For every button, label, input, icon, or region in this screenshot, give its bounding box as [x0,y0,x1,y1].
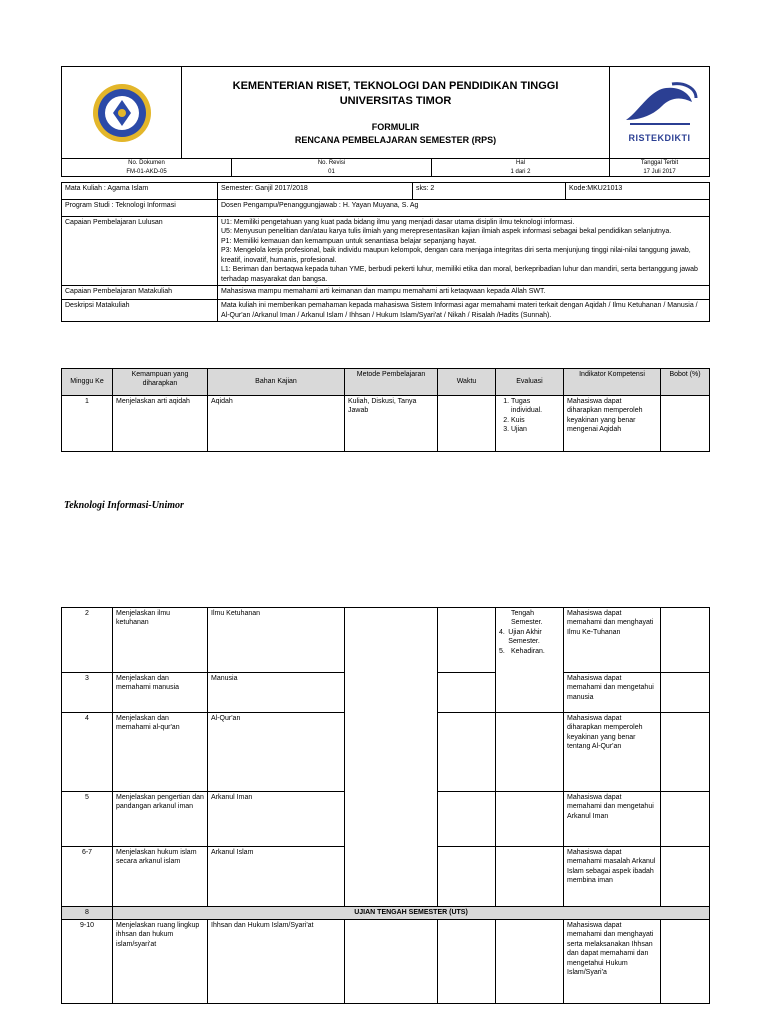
material-cell: Aqidah [208,396,345,452]
rev-cell [232,159,432,177]
week-cell: 9-10 [62,920,113,1004]
time-cell [438,847,496,907]
week-cell: 2 [62,608,113,673]
ability-cell: Menjelaskan hukum islam secara arkanul islam [113,847,208,907]
ability-cell: Menjelaskan arti aqidah [113,396,208,452]
cpl-item: P3: Mengelola kerja profesional, baik individu maupun kelompok, dengan cara menjaga integritas diri serta menjunjung tinggi nilai-nilai tanggung jawab, kreatif, inovatif, humanis, profesional. [221,247,691,264]
doc-no-value: FM-01-AKD-05 [126,168,167,175]
week-cell: 5 [62,792,113,847]
ability-cell: Menjelaskan ruang lingkup ihhsan dan hukum islam/syari'at [113,920,208,1004]
cpl-item: U5: Menyusun penelitian dan/atau karya tulis ilmiah yang merepresentasikan kajian ilmiah aspek informasi sebagai bekal pendidikan selanjutnya. [221,228,672,236]
eval-num: 5. [499,647,505,655]
material-cell: Arkanul Iman [208,792,345,847]
lecturer-cell: Dosen Pengampu/Penanggungjawab : H. Yayan Muyana, S. Ag [218,200,710,217]
cpl-label: Capaian Pembelajaran Lulusan [62,217,218,286]
cpl-item: P1: Memiliki kemauan dan kemampuan untuk senantiasa belajar sepanjang hayat. [221,237,477,245]
ministry-title: KEMENTERIAN RISET, TEKNOLOGI DAN PENDIDIKAN TINGGI [232,79,559,92]
form-label: FORMULIR [371,122,420,133]
rev-value: 01 [328,168,335,175]
cpl-item: L1: Beriman dan bertaqwa kepada tuhan YME, berbudi pekerti luhur, memiliki etika dan moral, berkepribadian luhur dan mandiri, serta bertanggung jawab terhadap masyarakat dan bangsa. [221,266,698,283]
program-cell: Program Studi : Teknologi Informasi [62,200,218,217]
col-header-eval: Evaluasi [496,369,564,396]
week-cell: 4 [62,713,113,792]
eval-item: Ujian Akhir Semester. [508,628,542,646]
material-cell: Ihhsan dan Hukum Islam/Syari'at [208,920,345,1004]
indicator-cell: Mahasiswa dapat memahami dan mengetahui manusia [564,673,661,713]
doc-no-label: No. Dokumen [128,160,165,167]
eval-cont-top: Tengah Semester. [511,610,543,627]
code-cell: Kode:MKU21013 [566,183,710,200]
ability-cell: Menjelaskan pengertian dan pandangan arkanul iman [113,792,208,847]
indicator-cell: Mahasiswa dapat memahami masalah Arkanul Islam sebagai aspek ibadah membina iman [564,847,661,907]
time-cell [438,673,496,713]
rev-label: No. Revisi [317,160,346,167]
cpl-content [218,217,710,286]
indicator-cell: Mahasiswa dapat memahami dan menghayati Ilmu Ke-Tuhanan [564,608,661,673]
material-cell: Ilmu Ketuhanan [208,608,345,673]
weight-cell [661,673,710,713]
desc-content: Mata kuliah ini memberikan pemahaman kepada mahasiswa Sistem Informasi agar memahami materi terkait dengan Aqidah / Ilmu Ketuhanan / Manusia / Al-Qur'an /Arkanul Iman / Arkanul Islam / Ihhsan / Hukum Islam/Syari'at / Nikah / Risalah /Hadits (Sunnah). [218,300,710,322]
table-row [62,396,710,452]
unimor-logo-cell [62,67,182,159]
ability-cell: Menjelaskan dan memahami al-qur'an [113,713,208,792]
page-value: 1 dari 2 [510,168,531,175]
eval-cell [496,713,564,792]
week-cell: 8 [62,907,113,920]
eval-num: 4. [499,628,505,636]
col-header-material: Bahan Kajian [208,369,345,396]
page-cell [432,159,610,177]
method-cell-merged [345,608,438,907]
eval-cell [496,847,564,907]
date-value: 17 Juli 2017 [643,168,676,175]
method-cell [345,920,438,1004]
header-title-cell [182,67,610,159]
weight-cell [661,608,710,673]
week-cell: 1 [62,396,113,452]
date-label: Tanggal Terbit [640,160,679,167]
indicator-text: Mahasiswa dapat diharapkan memperoleh keyakinan yang benar mengenai Aqidah [567,398,643,434]
method-cell: Kuliah, Diskusi, Tanya Jawab [345,396,438,452]
col-header-week: Minggu Ke [62,369,113,396]
material-cell: Arkanul Islam [208,847,345,907]
uts-label: UJIAN TENGAH SEMESTER (UTS) [113,907,710,920]
indicator-cell [564,396,661,452]
week-cell: 6-7 [62,847,113,907]
material-cell: Manusia [208,673,345,713]
cpl-item: U1: Memiliki pengetahuan yang kuat pada bidang ilmu yang menjadi dasar utama disiplin ilmu teknologi informasi. [221,219,575,226]
col-header-weight: Bobot (%) [661,369,710,396]
time-cell [438,396,496,452]
weight-cell [661,396,710,452]
eval-cell [496,396,564,452]
uts-row [62,907,710,920]
time-cell [438,713,496,792]
cpmk-label: Capaian Pembelajaran Matakuliah [62,286,218,300]
col-header-indicator: Indikator Kompetensi [564,369,661,396]
eval-cell [496,792,564,847]
semester-cell: Semester: Ganjil 2017/2018 [218,183,413,200]
ristekdikti-text: RISTEKDIKTI [628,133,691,144]
weight-cell [661,792,710,847]
info-table [61,182,710,322]
col-header-time: Waktu [438,369,496,396]
eval-item: 3. Ujian [511,425,560,434]
weekly-table-p2 [61,607,710,1004]
ristekdikti-logo-cell [610,67,710,159]
course-cell: Mata Kuliah : Agama Islam [62,183,218,200]
page-footer: Teknologi Informasi-Unimor [64,500,184,511]
weight-cell [661,713,710,792]
eval-item: 2. Kuis [511,416,560,425]
time-cell [438,792,496,847]
university-title: UNIVERSITAS TIMOR [339,94,452,107]
eval-cell-continued [496,608,564,713]
indicator-cell: Mahasiswa dapat memahami dan mengetahui Arkanul Iman [564,792,661,847]
time-cell [438,608,496,673]
unimor-seal-icon [91,82,153,144]
ristekdikti-logo-icon [620,80,700,132]
date-cell [610,159,710,177]
ability-cell: Menjelaskan dan memahami manusia [113,673,208,713]
col-header-ability: Kemampuan yang diharapkan [113,369,208,396]
weight-cell [661,847,710,907]
desc-label: Deskripsi Matakuliah [62,300,218,322]
eval-item: Kehadiran. [511,647,545,655]
form-title: RENCANA PEMBELAJARAN SEMESTER (RPS) [294,134,497,145]
weight-cell [661,920,710,1004]
doc-no-cell [62,159,232,177]
table-row [62,920,710,1004]
eval-cell [496,920,564,1004]
page-label: Hal [516,160,526,167]
header-table [61,66,710,177]
cpmk-content: Mahasiswa mampu memahami arti keimanan dan mampu memahami arti ketaqwaan kepada Allah SWT. [218,286,710,300]
col-header-method: Metode Pembelajaran [345,369,438,396]
sks-cell: sks: 2 [413,183,566,200]
week-cell: 3 [62,673,113,713]
ability-cell: Menjelaskan ilmu ketuhanan [113,608,208,673]
table-row [62,608,710,673]
weekly-table-p1 [61,368,710,452]
material-cell: Al-Qur'an [208,713,345,792]
eval-item: 1. Tugas individual. [511,397,560,416]
time-cell [438,920,496,1004]
indicator-cell: Mahasiswa dapat memahami dan menghayati serta melaksanakan Ihhsan dan dapat memahami dan mengetahui Hukum Islam/Syari'a [564,920,661,1004]
indicator-cell: Mahasiswa dapat diharapkan memperoleh keyakinan yang benar tentang Al-Qur'an [564,713,661,792]
